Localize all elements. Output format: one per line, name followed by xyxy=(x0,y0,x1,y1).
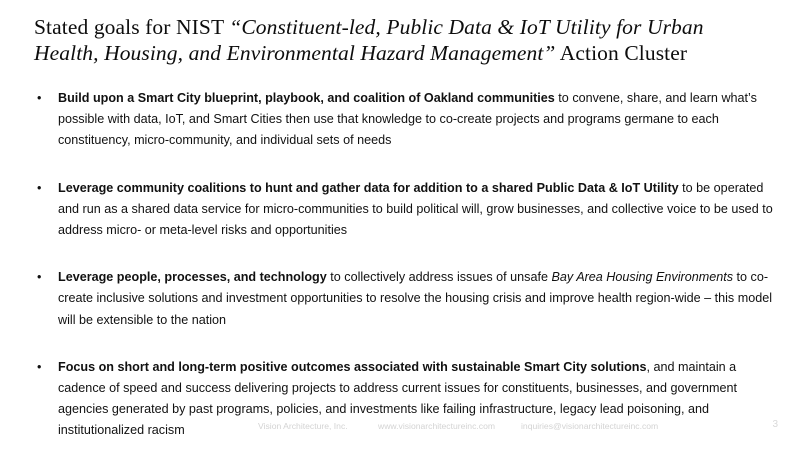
bullet-icon: • xyxy=(37,180,42,195)
list-item-body-mid: to collectively address issues of unsafe xyxy=(326,270,552,285)
page-number: 3 xyxy=(772,419,778,430)
list-item xyxy=(34,88,774,152)
list-item-text xyxy=(58,88,774,152)
list-item xyxy=(34,267,774,331)
page-title xyxy=(34,14,766,66)
bullet-icon: • xyxy=(37,91,42,105)
list-item xyxy=(34,178,774,242)
slide-footer xyxy=(0,421,800,437)
list-item-text xyxy=(58,178,774,242)
list-item-lead: Leverage people, processes, and technology xyxy=(58,270,327,285)
list-item-lead: Focus on short and long-term positive outcomes associated with sustainable Smart City solutions xyxy=(58,359,647,374)
title-part-two: Action Cluster xyxy=(555,41,688,65)
footer-website: www.visionarchitectureinc.com xyxy=(378,421,496,431)
list-item-emphasis: Bay Area Housing Environments xyxy=(551,270,734,285)
list-item-body: to be operated and run as a shared data service for micro-communities to build political will, grow businesses, and collective voice to be used to address micro- or meta-level risks and opportunities xyxy=(58,180,773,238)
bullet-icon: • xyxy=(37,270,42,285)
list-item-body: , and maintain a cadence of speed and success delivering projects to address current issues for constituents, businesses, and government agencies generated by past programs, policies, and investments like failing infrastructure, legacy lead poisoning, and institutionalized racism xyxy=(58,359,738,438)
list-item-text xyxy=(58,267,774,331)
bullet-icon: • xyxy=(37,359,42,374)
list-item-body: to co-create inclusive solutions and investment opportunities to resolve the housing crisis and improve health region-wide – this model will be extensible to the nation xyxy=(58,270,773,327)
bullet-list xyxy=(34,88,774,442)
footer-email: inquiries@visionarchitectureinc.com xyxy=(521,421,659,431)
list-item-body: to convene, share, and learn what’s possible with data, IoT, and Smart Cities then use that knowledge to co-create projects and programs germane to each constituency, micro-community, and individual sets of needs xyxy=(58,91,757,148)
title-part-one: Stated goals for NIST xyxy=(34,15,230,39)
list-item-lead: Leverage community coalitions to hunt and gather data for addition to a shared Public Data & IoT Utility xyxy=(58,180,679,195)
title-quoted-italic: “Constituent-led, Public Data & IoT Utility for Urban Health, Housing, and Environmental Hazard Management” xyxy=(34,15,704,65)
list-item-lead: Build upon a Smart City blueprint, playbook, and coalition of Oakland communities xyxy=(58,91,555,105)
footer-company: Vision Architecture, Inc. xyxy=(258,421,348,431)
